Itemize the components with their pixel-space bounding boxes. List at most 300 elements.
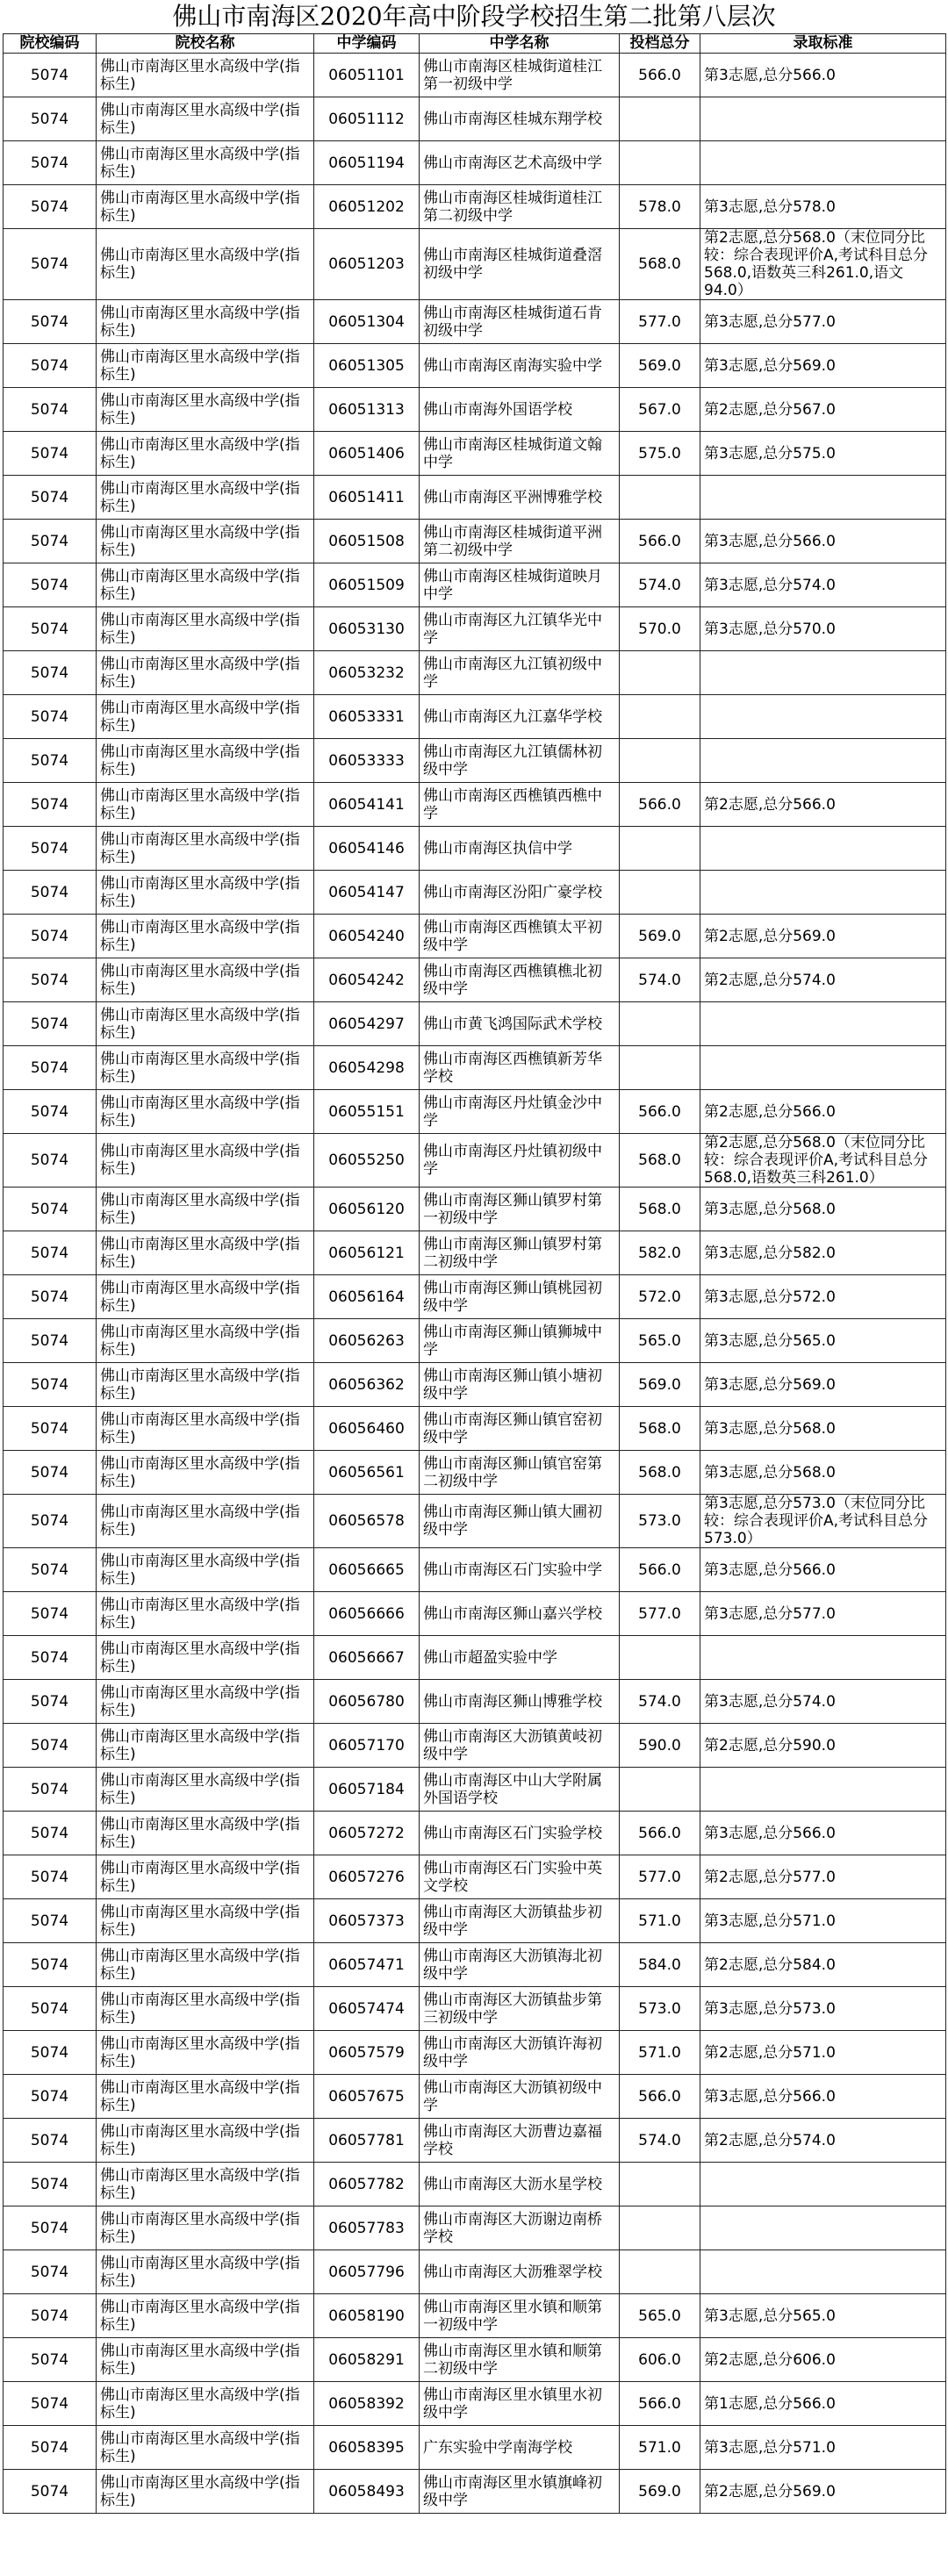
cell-score: 565.0 bbox=[620, 2294, 700, 2338]
cell-standard bbox=[700, 827, 946, 871]
cell-score: 567.0 bbox=[620, 388, 700, 432]
cell-school-name: 佛山市南海区里水高级中学(指标生) bbox=[97, 476, 314, 520]
cell-school-code: 5074 bbox=[4, 2250, 97, 2294]
cell-standard: 第3志愿,总分570.0 bbox=[700, 607, 946, 651]
cell-score: 590.0 bbox=[620, 1724, 700, 1768]
table-row bbox=[4, 1046, 946, 1090]
cell-standard: 第3志愿,总分577.0 bbox=[700, 300, 946, 344]
cell-school-code: 5074 bbox=[4, 300, 97, 344]
cell-school-name: 佛山市南海区里水高级中学(指标生) bbox=[97, 739, 314, 783]
cell-school-name: 佛山市南海区里水高级中学(指标生) bbox=[97, 1134, 314, 1188]
cell-school-name: 佛山市南海区里水高级中学(指标生) bbox=[97, 1680, 314, 1724]
cell-middle-name: 佛山市南海外国语学校 bbox=[420, 388, 620, 432]
cell-school-name: 佛山市南海区里水高级中学(指标生) bbox=[97, 520, 314, 563]
table-row bbox=[4, 54, 946, 97]
cell-middle-name: 佛山市南海区丹灶镇金沙中学 bbox=[420, 1090, 620, 1134]
cell-school-name: 佛山市南海区里水高级中学(指标生) bbox=[97, 1002, 314, 1046]
cell-score: 569.0 bbox=[620, 344, 700, 388]
cell-middle-code: 06057474 bbox=[314, 1987, 420, 2031]
cell-score: 565.0 bbox=[620, 1319, 700, 1363]
cell-score: 577.0 bbox=[620, 300, 700, 344]
cell-middle-name: 佛山市南海区大沥雅翠学校 bbox=[420, 2250, 620, 2294]
cell-middle-name: 佛山市南海区大沥镇盐步第三初级中学 bbox=[420, 1987, 620, 2031]
cell-middle-name: 佛山市南海区狮山镇狮城中学 bbox=[420, 1319, 620, 1363]
cell-school-name: 佛山市南海区里水高级中学(指标生) bbox=[97, 432, 314, 476]
cell-school-name: 佛山市南海区里水高级中学(指标生) bbox=[97, 783, 314, 827]
cell-school-name: 佛山市南海区里水高级中学(指标生) bbox=[97, 2294, 314, 2338]
cell-middle-code: 06056667 bbox=[314, 1636, 420, 1680]
cell-school-code: 5074 bbox=[4, 1451, 97, 1495]
cell-score: 573.0 bbox=[620, 1987, 700, 2031]
cell-school-code: 5074 bbox=[4, 1319, 97, 1363]
cell-middle-code: 06056665 bbox=[314, 1548, 420, 1592]
cell-middle-name: 佛山市超盈实验中学 bbox=[420, 1636, 620, 1680]
cell-school-name: 佛山市南海区里水高级中学(指标生) bbox=[97, 388, 314, 432]
cell-school-name: 佛山市南海区里水高级中学(指标生) bbox=[97, 1275, 314, 1319]
cell-standard bbox=[700, 651, 946, 695]
cell-standard: 第3志愿,总分577.0 bbox=[700, 1592, 946, 1636]
table-row bbox=[4, 2338, 946, 2382]
cell-standard: 第3志愿,总分569.0 bbox=[700, 344, 946, 388]
cell-middle-code: 06057184 bbox=[314, 1768, 420, 1812]
cell-school-code: 5074 bbox=[4, 2119, 97, 2163]
table-row bbox=[4, 1451, 946, 1495]
cell-score: 578.0 bbox=[620, 185, 700, 229]
table-row bbox=[4, 141, 946, 185]
header-score: 投档总分 bbox=[620, 34, 700, 54]
table-row bbox=[4, 1363, 946, 1407]
table-row bbox=[4, 1899, 946, 1943]
cell-middle-code: 06058392 bbox=[314, 2382, 420, 2426]
cell-middle-code: 06054298 bbox=[314, 1046, 420, 1090]
cell-score bbox=[620, 695, 700, 739]
table-row bbox=[4, 1134, 946, 1188]
table-row bbox=[4, 1319, 946, 1363]
cell-school-name: 佛山市南海区里水高级中学(指标生) bbox=[97, 1855, 314, 1899]
cell-standard: 第3志愿,总分572.0 bbox=[700, 1275, 946, 1319]
cell-middle-name: 佛山市南海区桂城街道石肯初级中学 bbox=[420, 300, 620, 344]
cell-school-code: 5074 bbox=[4, 563, 97, 607]
cell-middle-name: 佛山市南海区执信中学 bbox=[420, 827, 620, 871]
cell-score: 606.0 bbox=[620, 2338, 700, 2382]
cell-score bbox=[620, 2206, 700, 2250]
cell-standard: 第3志愿,总分575.0 bbox=[700, 432, 946, 476]
cell-standard bbox=[700, 97, 946, 141]
cell-school-code: 5074 bbox=[4, 54, 97, 97]
cell-standard: 第3志愿,总分566.0 bbox=[700, 2075, 946, 2119]
cell-school-code: 5074 bbox=[4, 783, 97, 827]
cell-middle-name: 佛山市南海区桂城街道桂江第二初级中学 bbox=[420, 185, 620, 229]
cell-score: 571.0 bbox=[620, 2031, 700, 2075]
cell-score: 572.0 bbox=[620, 1275, 700, 1319]
cell-school-name: 佛山市南海区里水高级中学(指标生) bbox=[97, 1363, 314, 1407]
cell-middle-name: 佛山市南海区狮山镇官窑初级中学 bbox=[420, 1407, 620, 1451]
cell-score bbox=[620, 2163, 700, 2206]
cell-middle-name: 佛山市南海区大沥曹边嘉福学校 bbox=[420, 2119, 620, 2163]
cell-standard: 第2志愿,总分567.0 bbox=[700, 388, 946, 432]
table-row bbox=[4, 300, 946, 344]
cell-school-code: 5074 bbox=[4, 2206, 97, 2250]
cell-middle-code: 06056780 bbox=[314, 1680, 420, 1724]
cell-standard: 第3志愿,总分565.0 bbox=[700, 1319, 946, 1363]
cell-standard bbox=[700, 739, 946, 783]
cell-middle-name: 佛山市黄飞鸿国际武术学校 bbox=[420, 1002, 620, 1046]
cell-school-code: 5074 bbox=[4, 388, 97, 432]
header-middle-code: 中学编码 bbox=[314, 34, 420, 54]
cell-middle-name: 佛山市南海区西樵镇西樵中学 bbox=[420, 783, 620, 827]
table-row bbox=[4, 1188, 946, 1231]
cell-standard: 第3志愿,总分566.0 bbox=[700, 520, 946, 563]
table-row bbox=[4, 2382, 946, 2426]
cell-score: 575.0 bbox=[620, 432, 700, 476]
cell-school-code: 5074 bbox=[4, 1002, 97, 1046]
page-title: 佛山市南海区2020年高中阶段学校招生第二批第八层次 bbox=[172, 2, 776, 31]
cell-middle-code: 06054240 bbox=[314, 915, 420, 958]
cell-middle-name: 佛山市南海区桂城街道桂江第一初级中学 bbox=[420, 54, 620, 97]
cell-middle-code: 06058190 bbox=[314, 2294, 420, 2338]
cell-middle-name: 佛山市南海区狮山镇大圃初级中学 bbox=[420, 1495, 620, 1548]
cell-school-code: 5074 bbox=[4, 1636, 97, 1680]
cell-score: 566.0 bbox=[620, 1548, 700, 1592]
cell-middle-name: 佛山市南海区里水镇里水初级中学 bbox=[420, 2382, 620, 2426]
cell-score: 577.0 bbox=[620, 1855, 700, 1899]
cell-standard: 第3志愿,总分582.0 bbox=[700, 1231, 946, 1275]
table-row bbox=[4, 871, 946, 915]
cell-middle-code: 06054141 bbox=[314, 783, 420, 827]
cell-school-code: 5074 bbox=[4, 2426, 97, 2470]
cell-school-code: 5074 bbox=[4, 1188, 97, 1231]
cell-standard bbox=[700, 1046, 946, 1090]
cell-standard: 第2志愿,总分571.0 bbox=[700, 2031, 946, 2075]
table-row bbox=[4, 827, 946, 871]
cell-middle-code: 06058493 bbox=[314, 2470, 420, 2514]
cell-standard: 第2志愿,总分590.0 bbox=[700, 1724, 946, 1768]
table-row bbox=[4, 97, 946, 141]
cell-middle-code: 06056578 bbox=[314, 1495, 420, 1548]
cell-score bbox=[620, 1002, 700, 1046]
cell-school-name: 佛山市南海区里水高级中学(指标生) bbox=[97, 1768, 314, 1812]
table-row bbox=[4, 2075, 946, 2119]
table-row bbox=[4, 1495, 946, 1548]
cell-standard: 第2志愿,总分569.0 bbox=[700, 915, 946, 958]
cell-school-name: 佛山市南海区里水高级中学(指标生) bbox=[97, 1046, 314, 1090]
cell-middle-code: 06051202 bbox=[314, 185, 420, 229]
cell-school-code: 5074 bbox=[4, 1407, 97, 1451]
cell-standard: 第3志愿,总分565.0 bbox=[700, 2294, 946, 2338]
cell-middle-code: 06057272 bbox=[314, 1812, 420, 1855]
cell-score: 574.0 bbox=[620, 2119, 700, 2163]
cell-school-name: 佛山市南海区里水高级中学(指标生) bbox=[97, 1987, 314, 2031]
cell-school-code: 5074 bbox=[4, 1495, 97, 1548]
cell-middle-name: 佛山市南海区艺术高级中学 bbox=[420, 141, 620, 185]
cell-school-name: 佛山市南海区里水高级中学(指标生) bbox=[97, 958, 314, 1002]
cell-standard: 第2志愿,总分569.0 bbox=[700, 2470, 946, 2514]
cell-school-code: 5074 bbox=[4, 651, 97, 695]
cell-middle-name: 佛山市南海区汾阳广豪学校 bbox=[420, 871, 620, 915]
cell-standard: 第2志愿,总分568.0（末位同分比较：综合表现评价A,考试科目总分568.0,语数英三科261.0） bbox=[700, 1134, 946, 1188]
cell-school-name: 佛山市南海区里水高级中学(指标生) bbox=[97, 1407, 314, 1451]
cell-score: 566.0 bbox=[620, 2382, 700, 2426]
cell-score: 568.0 bbox=[620, 1451, 700, 1495]
table-row bbox=[4, 563, 946, 607]
cell-standard: 第3志愿,总分573.0（末位同分比较：综合表现评价A,考试科目总分573.0） bbox=[700, 1495, 946, 1548]
cell-school-code: 5074 bbox=[4, 1987, 97, 2031]
cell-school-name: 佛山市南海区里水高级中学(指标生) bbox=[97, 344, 314, 388]
cell-score: 573.0 bbox=[620, 1495, 700, 1548]
cell-school-name: 佛山市南海区里水高级中学(指标生) bbox=[97, 2031, 314, 2075]
cell-score bbox=[620, 1636, 700, 1680]
cell-middle-name: 佛山市南海区桂城街道映月中学 bbox=[420, 563, 620, 607]
cell-middle-name: 佛山市南海区石门实验中学 bbox=[420, 1548, 620, 1592]
cell-middle-name: 佛山市南海区中山大学附属外国语学校 bbox=[420, 1768, 620, 1812]
cell-school-code: 5074 bbox=[4, 1046, 97, 1090]
cell-school-name: 佛山市南海区里水高级中学(指标生) bbox=[97, 2206, 314, 2250]
cell-school-name: 佛山市南海区里水高级中学(指标生) bbox=[97, 1451, 314, 1495]
cell-school-name: 佛山市南海区里水高级中学(指标生) bbox=[97, 2250, 314, 2294]
table-row bbox=[4, 2163, 946, 2206]
cell-standard: 第3志愿,总分574.0 bbox=[700, 1680, 946, 1724]
cell-middle-code: 06057579 bbox=[314, 2031, 420, 2075]
cell-score: 568.0 bbox=[620, 229, 700, 300]
cell-score: 569.0 bbox=[620, 915, 700, 958]
cell-score: 571.0 bbox=[620, 1899, 700, 1943]
cell-school-code: 5074 bbox=[4, 915, 97, 958]
cell-score: 574.0 bbox=[620, 563, 700, 607]
cell-school-name: 佛山市南海区里水高级中学(指标生) bbox=[97, 915, 314, 958]
cell-school-code: 5074 bbox=[4, 2470, 97, 2514]
cell-standard: 第2志愿,总分584.0 bbox=[700, 1943, 946, 1987]
cell-middle-code: 06058395 bbox=[314, 2426, 420, 2470]
header-standard: 录取标准 bbox=[700, 34, 946, 54]
cell-middle-name: 佛山市南海区桂城东翔学校 bbox=[420, 97, 620, 141]
cell-school-code: 5074 bbox=[4, 1363, 97, 1407]
table-row bbox=[4, 476, 946, 520]
table-row bbox=[4, 2470, 946, 2514]
header-middle-name: 中学名称 bbox=[420, 34, 620, 54]
admission-table bbox=[3, 33, 946, 2514]
cell-standard: 第2志愿,总分577.0 bbox=[700, 1855, 946, 1899]
cell-score: 569.0 bbox=[620, 2470, 700, 2514]
table-row bbox=[4, 2426, 946, 2470]
table-row bbox=[4, 739, 946, 783]
cell-school-name: 佛山市南海区里水高级中学(指标生) bbox=[97, 2338, 314, 2382]
cell-standard bbox=[700, 1002, 946, 1046]
cell-school-name: 佛山市南海区里水高级中学(指标生) bbox=[97, 1319, 314, 1363]
cell-standard bbox=[700, 476, 946, 520]
cell-school-name: 佛山市南海区里水高级中学(指标生) bbox=[97, 2470, 314, 2514]
table-row bbox=[4, 520, 946, 563]
cell-middle-name: 佛山市南海区狮山镇罗村第一初级中学 bbox=[420, 1188, 620, 1231]
table-row bbox=[4, 651, 946, 695]
cell-score: 571.0 bbox=[620, 2426, 700, 2470]
cell-middle-name: 佛山市南海区桂城街道平洲第二初级中学 bbox=[420, 520, 620, 563]
cell-school-name: 佛山市南海区里水高级中学(指标生) bbox=[97, 2382, 314, 2426]
table-row bbox=[4, 2119, 946, 2163]
cell-standard: 第3志愿,总分566.0 bbox=[700, 54, 946, 97]
cell-middle-name: 佛山市南海区九江镇华光中学 bbox=[420, 607, 620, 651]
table-row bbox=[4, 2250, 946, 2294]
cell-score: 566.0 bbox=[620, 1090, 700, 1134]
cell-middle-code: 06053130 bbox=[314, 607, 420, 651]
table-row bbox=[4, 1724, 946, 1768]
cell-middle-code: 06057373 bbox=[314, 1899, 420, 1943]
table-row bbox=[4, 1548, 946, 1592]
table-row bbox=[4, 2031, 946, 2075]
cell-middle-name: 佛山市南海区南海实验中学 bbox=[420, 344, 620, 388]
cell-school-name: 佛山市南海区里水高级中学(指标生) bbox=[97, 1812, 314, 1855]
cell-middle-code: 06056561 bbox=[314, 1451, 420, 1495]
cell-standard: 第2志愿,总分568.0（末位同分比较：综合表现评价A,考试科目总分568.0,语数英三科261.0,语文94.0） bbox=[700, 229, 946, 300]
table-row bbox=[4, 1768, 946, 1812]
cell-school-code: 5074 bbox=[4, 1812, 97, 1855]
cell-middle-name: 佛山市南海区狮山镇官窑第二初级中学 bbox=[420, 1451, 620, 1495]
cell-score: 577.0 bbox=[620, 1592, 700, 1636]
cell-score: 566.0 bbox=[620, 2075, 700, 2119]
cell-middle-code: 06054242 bbox=[314, 958, 420, 1002]
cell-score bbox=[620, 2250, 700, 2294]
table-row bbox=[4, 185, 946, 229]
table-row bbox=[4, 388, 946, 432]
cell-middle-code: 06057796 bbox=[314, 2250, 420, 2294]
cell-school-code: 5074 bbox=[4, 2382, 97, 2426]
table-row bbox=[4, 344, 946, 388]
cell-score bbox=[620, 871, 700, 915]
cell-middle-name: 佛山市南海区九江镇初级中学 bbox=[420, 651, 620, 695]
table-row bbox=[4, 2206, 946, 2250]
cell-school-code: 5074 bbox=[4, 1231, 97, 1275]
cell-school-code: 5074 bbox=[4, 97, 97, 141]
table-row bbox=[4, 1592, 946, 1636]
cell-score: 568.0 bbox=[620, 1188, 700, 1231]
table-row bbox=[4, 1090, 946, 1134]
cell-middle-name: 广东实验中学南海学校 bbox=[420, 2426, 620, 2470]
table-row bbox=[4, 229, 946, 300]
cell-school-name: 佛山市南海区里水高级中学(指标生) bbox=[97, 1592, 314, 1636]
cell-score bbox=[620, 651, 700, 695]
cell-school-name: 佛山市南海区里水高级中学(指标生) bbox=[97, 827, 314, 871]
cell-middle-name: 佛山市南海区狮山镇小塘初级中学 bbox=[420, 1363, 620, 1407]
cell-middle-code: 06055250 bbox=[314, 1134, 420, 1188]
cell-score: 574.0 bbox=[620, 958, 700, 1002]
cell-middle-code: 06051508 bbox=[314, 520, 420, 563]
cell-middle-code: 06053232 bbox=[314, 651, 420, 695]
cell-standard bbox=[700, 2163, 946, 2206]
cell-middle-code: 06051509 bbox=[314, 563, 420, 607]
cell-school-name: 佛山市南海区里水高级中学(指标生) bbox=[97, 1943, 314, 1987]
cell-school-name: 佛山市南海区里水高级中学(指标生) bbox=[97, 651, 314, 695]
cell-standard bbox=[700, 871, 946, 915]
cell-middle-code: 06051406 bbox=[314, 432, 420, 476]
cell-standard: 第3志愿,总分569.0 bbox=[700, 1363, 946, 1407]
cell-score: 566.0 bbox=[620, 783, 700, 827]
cell-score bbox=[620, 1768, 700, 1812]
cell-score bbox=[620, 827, 700, 871]
cell-middle-name: 佛山市南海区狮山镇罗村第二初级中学 bbox=[420, 1231, 620, 1275]
table-row bbox=[4, 695, 946, 739]
cell-school-code: 5074 bbox=[4, 1724, 97, 1768]
table-header bbox=[4, 34, 946, 54]
cell-score bbox=[620, 1046, 700, 1090]
cell-middle-name: 佛山市南海区狮山博雅学校 bbox=[420, 1680, 620, 1724]
cell-middle-code: 06057675 bbox=[314, 2075, 420, 2119]
cell-standard: 第2志愿,总分574.0 bbox=[700, 958, 946, 1002]
cell-standard bbox=[700, 1768, 946, 1812]
cell-middle-code: 06056666 bbox=[314, 1592, 420, 1636]
cell-score: 566.0 bbox=[620, 54, 700, 97]
cell-score: 568.0 bbox=[620, 1134, 700, 1188]
table-row bbox=[4, 958, 946, 1002]
cell-school-name: 佛山市南海区里水高级中学(指标生) bbox=[97, 2426, 314, 2470]
table-row bbox=[4, 1275, 946, 1319]
cell-school-name: 佛山市南海区里水高级中学(指标生) bbox=[97, 97, 314, 141]
header-row bbox=[4, 34, 946, 54]
cell-standard: 第3志愿,总分571.0 bbox=[700, 1899, 946, 1943]
table-row bbox=[4, 783, 946, 827]
cell-middle-code: 06055151 bbox=[314, 1090, 420, 1134]
cell-middle-name: 佛山市南海区丹灶镇初级中学 bbox=[420, 1134, 620, 1188]
cell-middle-code: 06057782 bbox=[314, 2163, 420, 2206]
cell-school-code: 5074 bbox=[4, 476, 97, 520]
cell-standard: 第2志愿,总分566.0 bbox=[700, 1090, 946, 1134]
table-row bbox=[4, 1680, 946, 1724]
cell-middle-code: 06051304 bbox=[314, 300, 420, 344]
cell-school-name: 佛山市南海区里水高级中学(指标生) bbox=[97, 563, 314, 607]
cell-middle-code: 06051194 bbox=[314, 141, 420, 185]
cell-middle-code: 06054147 bbox=[314, 871, 420, 915]
table-row bbox=[4, 1231, 946, 1275]
cell-middle-name: 佛山市南海区桂城街道叠滘初级中学 bbox=[420, 229, 620, 300]
header-school-name: 院校名称 bbox=[97, 34, 314, 54]
cell-score: 566.0 bbox=[620, 1812, 700, 1855]
cell-score: 568.0 bbox=[620, 1407, 700, 1451]
cell-school-code: 5074 bbox=[4, 344, 97, 388]
cell-school-name: 佛山市南海区里水高级中学(指标生) bbox=[97, 1231, 314, 1275]
cell-middle-name: 佛山市南海区大沥谢边南桥学校 bbox=[420, 2206, 620, 2250]
cell-middle-name: 佛山市南海区里水镇旗峰初级中学 bbox=[420, 2470, 620, 2514]
cell-school-name: 佛山市南海区里水高级中学(指标生) bbox=[97, 2075, 314, 2119]
cell-school-code: 5074 bbox=[4, 827, 97, 871]
cell-standard: 第3志愿,总分574.0 bbox=[700, 563, 946, 607]
cell-middle-code: 06051411 bbox=[314, 476, 420, 520]
cell-school-code: 5074 bbox=[4, 2163, 97, 2206]
cell-middle-code: 06051203 bbox=[314, 229, 420, 300]
cell-school-name: 佛山市南海区里水高级中学(指标生) bbox=[97, 1188, 314, 1231]
cell-standard: 第3志愿,总分568.0 bbox=[700, 1188, 946, 1231]
cell-school-code: 5074 bbox=[4, 2338, 97, 2382]
cell-school-code: 5074 bbox=[4, 695, 97, 739]
cell-school-name: 佛山市南海区里水高级中学(指标生) bbox=[97, 1548, 314, 1592]
cell-standard bbox=[700, 2206, 946, 2250]
cell-score: 582.0 bbox=[620, 1231, 700, 1275]
table-row bbox=[4, 1812, 946, 1855]
table-row bbox=[4, 915, 946, 958]
cell-school-name: 佛山市南海区里水高级中学(指标生) bbox=[97, 607, 314, 651]
header-school-code: 院校编码 bbox=[4, 34, 97, 54]
cell-school-code: 5074 bbox=[4, 1548, 97, 1592]
cell-middle-code: 06051112 bbox=[314, 97, 420, 141]
cell-middle-name: 佛山市南海区九江嘉华学校 bbox=[420, 695, 620, 739]
cell-school-name: 佛山市南海区里水高级中学(指标生) bbox=[97, 1090, 314, 1134]
cell-school-name: 佛山市南海区里水高级中学(指标生) bbox=[97, 300, 314, 344]
cell-score bbox=[620, 739, 700, 783]
cell-middle-name: 佛山市南海区西樵镇太平初级中学 bbox=[420, 915, 620, 958]
cell-school-name: 佛山市南海区里水高级中学(指标生) bbox=[97, 1636, 314, 1680]
cell-standard: 第3志愿,总分571.0 bbox=[700, 2426, 946, 2470]
cell-middle-name: 佛山市南海区大沥水星学校 bbox=[420, 2163, 620, 2206]
cell-score bbox=[620, 97, 700, 141]
cell-school-code: 5074 bbox=[4, 1134, 97, 1188]
table-row bbox=[4, 432, 946, 476]
